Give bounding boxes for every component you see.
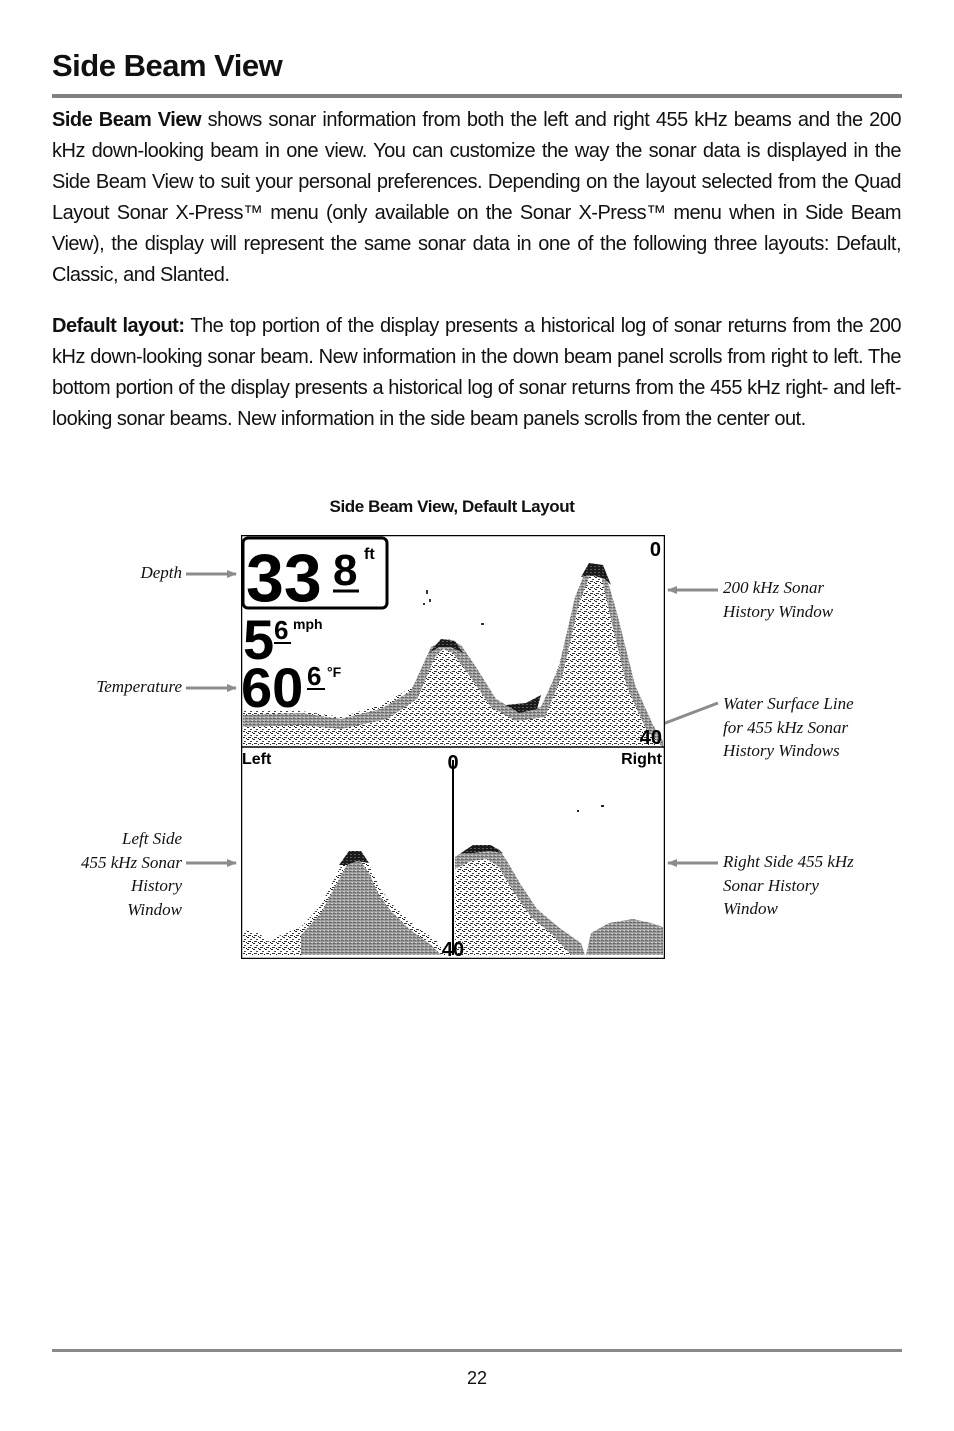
temperature-unit: °F — [327, 664, 342, 680]
callout-line: History — [131, 876, 182, 895]
intro-text: shows sonar information from both the left and right 455 kHz beams and the 200 kHz down-looking beam in one view. You can customize the way the sonar data is displayed in the Side Beam View to suit your personal preferences. Depending on the layout selected from the Quad Layout Sonar X-Press™ menu (only available on the Sonar X-Press™ menu when in Side Beam View), the display will represent the same sonar data in one of the following three layouts: Default, Classic, and Slanted. — [52, 109, 901, 286]
callout-line: 455 kHz Sonar — [80, 852, 182, 872]
sonar-display — [241, 535, 665, 959]
callout-line: History Window — [723, 601, 834, 621]
callout-line: Right Side 455 kHz — [723, 852, 854, 871]
callout-line: Window — [723, 899, 778, 918]
callout-temperature: Temperature — [96, 677, 182, 696]
temperature-integer: 60 — [241, 656, 304, 719]
bottom-scale-forty: 40 — [441, 939, 465, 959]
speed-integer: 5 — [243, 608, 275, 671]
depth-integer: 33 — [246, 540, 322, 616]
default-layout-lead: Default layout: — [52, 315, 185, 337]
callout-line: Window — [127, 899, 182, 919]
default-layout-text: The top portion of the display presents a historical log of sonar returns from the 200 kHz down-looking sonar beam. New information in the down beam panel scrolls from right to left. The bottom portion of the display presents a historical log of sonar returns from the 455 kHz right- and left-looking sonar beams. New information in the side beam panels scrolls from the center out. — [52, 315, 902, 430]
temperature-decimal: 6 — [307, 661, 322, 691]
callout-line: Left Side — [122, 829, 182, 848]
callout-line: History Windows — [723, 741, 840, 760]
intro-lead: Side Beam View — [52, 109, 202, 131]
callout-line: 200 kHz Sonar — [723, 578, 825, 597]
callout-depth: Depth — [140, 563, 182, 582]
callout-line: Sonar History — [723, 875, 819, 895]
top-scale-zero: 0 — [649, 539, 661, 561]
bottom-scale-zero: 0 — [447, 752, 459, 774]
right-label: Right — [621, 751, 662, 768]
page-number: 22 — [466, 1368, 488, 1388]
callout-line: Water Surface Line — [723, 694, 854, 713]
page-title: Side Beam View — [52, 48, 283, 83]
callout-line: for 455 kHz Sonar — [723, 717, 849, 737]
top-scale-forty: 40 — [639, 727, 662, 749]
depth-decimal: 8 — [333, 546, 358, 595]
footer-rule — [52, 1349, 902, 1352]
depth-unit: ft — [364, 546, 375, 563]
figure-caption: Side Beam View, Default Layout — [329, 497, 575, 516]
left-label: Left — [242, 751, 272, 768]
speed-unit: mph — [293, 616, 323, 632]
speed-decimal: 6 — [274, 615, 289, 645]
